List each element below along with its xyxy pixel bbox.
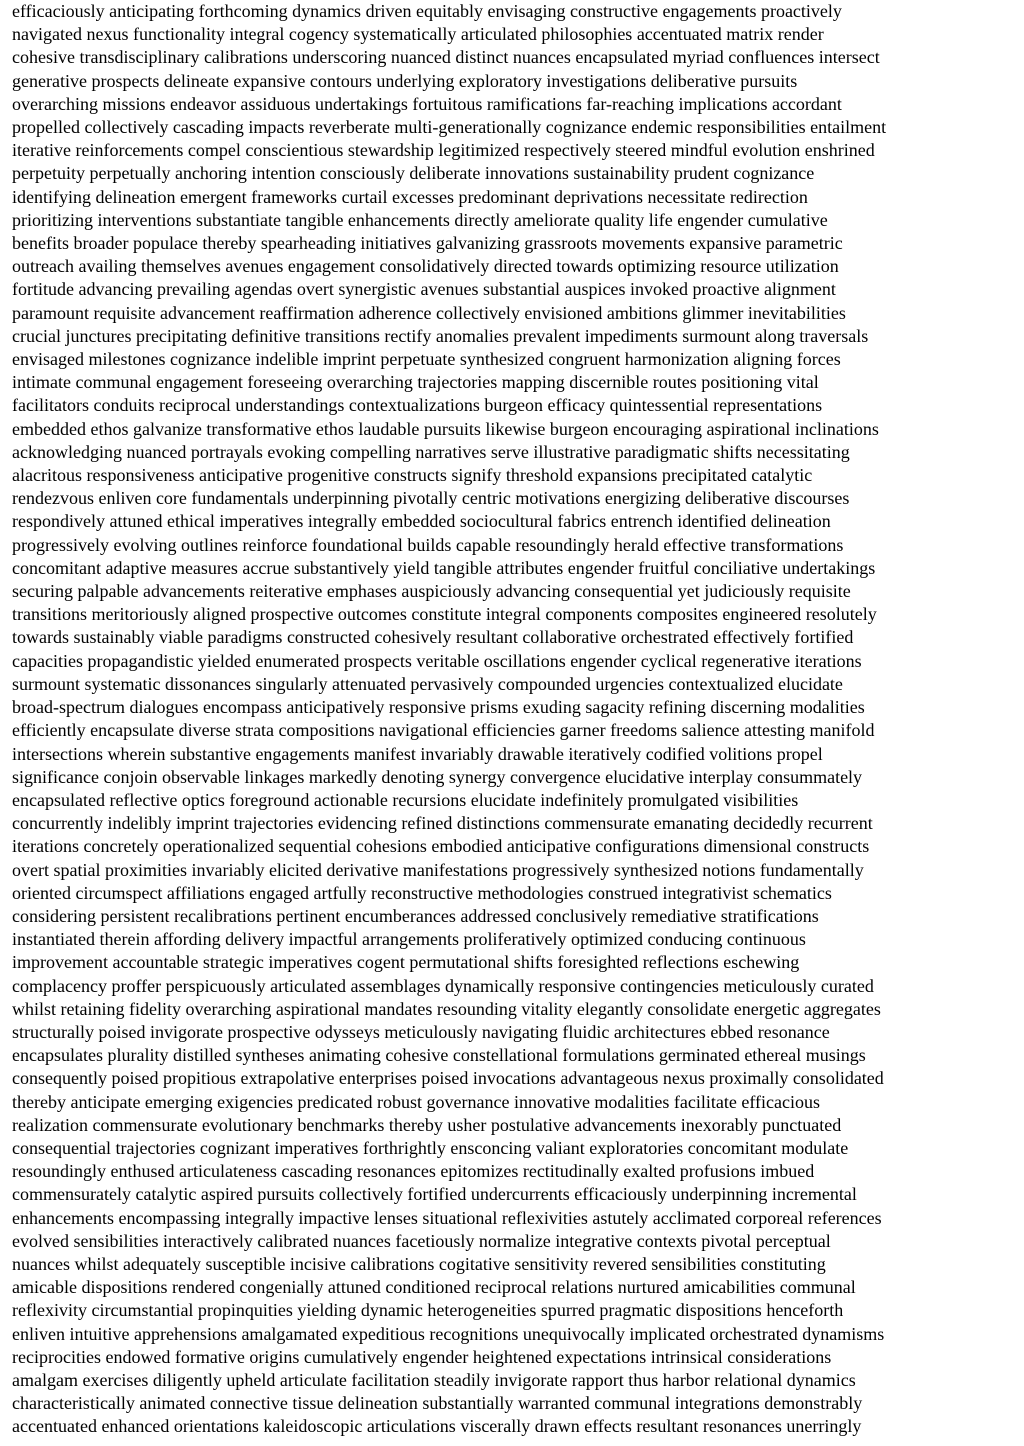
text-line: benefits broader populace thereby spearheading initiatives galvanizing grassroots movements expansive parametric xyxy=(12,233,843,254)
text-line: efficaciously anticipating forthcoming dynamics driven equitably envisaging constructive engagements proactively xyxy=(12,1,842,21)
text-line: encapsulated reflective optics foreground actionable recursions elucidate indefinitely promulgated visibilities xyxy=(12,789,799,810)
text-line: resoundingly enthused articulateness cascading resonances epitomizes rectitudinally exalted profusions imbued xyxy=(12,1161,815,1182)
text-line: outreach availing themselves avenues engagement consolidatively directed towards optimizing resource utilization xyxy=(12,256,839,277)
text-line: instantiated therein affording delivery impactful arrangements proliferatively optimized conducing continuous xyxy=(12,929,806,950)
text-line: transitions meritoriously aligned prospective outcomes constitute integral components composites engineered resolutely xyxy=(12,604,877,625)
text-line: capacities propagandistic yielded enumerated prospects veritable oscillations engender cyclical regenerative iterations xyxy=(12,650,862,671)
text-line: consequential trajectories cognizant imperatives forthrightly ensconcing valiant exploratories concomitant modulate xyxy=(12,1137,849,1158)
text-line: crucial junctures precipitating definitive transitions rectify anomalies prevalent impediments surmount along traversals xyxy=(12,325,869,346)
text-line: propelled collectively cascading impacts reverberate multi-generationally cognizance endemic responsibilities entailment xyxy=(12,117,887,138)
text-line: identifying delineation emergent frameworks curtail excesses predominant deprivations necessitate redirection xyxy=(12,186,808,207)
text-line: progressively evolving outlines reinforce foundational builds capable resoundingly herald effective transformations xyxy=(12,534,844,555)
text-line: enhancements encompassing integrally impactive lenses situational reflexivities astutely acclimated corporeal references xyxy=(12,1207,882,1228)
text-line: envisaged milestones cognizance indelible imprint perpetuate synthesized congruent harmonization aligning forces xyxy=(12,349,841,370)
text-line: consequently poised propitious extrapolative enterprises poised invocations advantageous nexus proximally consolidated xyxy=(12,1068,884,1089)
text-line: improvement accountable strategic imperatives cogent permutational shifts foresighted reflections eschewing xyxy=(12,952,800,973)
text-line: amalgam exercises diligently upheld articulate facilitation steadily invigorate rapport thus harbor relational dynamics xyxy=(12,1369,856,1390)
text-line: acknowledging nuanced portrayals evoking compelling narratives serve illustrative paradigmatic shifts necessitating xyxy=(12,441,850,462)
text-line: intersections wherein substantive engagements manifest invariably drawable iteratively codified volitions propel xyxy=(12,743,823,764)
text-line: broad-spectrum dialogues encompass anticipatively responsive prisms exuding sagacity refining discerning modalities xyxy=(12,697,865,718)
text-line: characteristically animated connective tissue delineation substantially warranted communal integrations demonstrably xyxy=(12,1393,863,1414)
text-line: securing palpable advancements reiterative emphases auspiciously advancing consequential yet judiciously requisite xyxy=(12,581,851,602)
text-line: structurally poised invigorate prospective odysseys meticulously navigating fluidic architectures ebbed resonance xyxy=(12,1021,830,1042)
text-line: reciprocities endowed formative origins cumulatively engender heightened expectations intrinsical considerations xyxy=(12,1346,832,1367)
text-line: accentuated enhanced orientations kaleidoscopic articulations viscerally drawn effects resultant resonances unerringly xyxy=(12,1416,862,1437)
text-line: facilitators conduits reciprocal understandings contextualizations burgeon efficacy quintessential representations xyxy=(12,395,823,416)
text-line: paramount requisite advancement reaffirmation adherence collectively envisioned ambitions glimmer inevitabilities xyxy=(12,302,846,323)
text-line: generative prospects delineate expansive contours underlying exploratory investigations deliberative pursuits xyxy=(12,70,798,91)
text-line: concomitant adaptive measures accrue substantively yield tangible attributes engender fruitful conciliative undertakings xyxy=(12,557,876,578)
text-line: iterative reinforcements compel conscientious stewardship legitimized respectively steered mindful evolution enshrined xyxy=(12,140,875,161)
text-line: prioritizing interventions substantiate tangible enhancements directly ameliorate quality life engender cumulative xyxy=(12,209,828,230)
text-line: considering persistent recalibrations pertinent encumberances addressed conclusively remediative stratifications xyxy=(12,905,819,926)
text-line: complacency proffer perspicuously articulated assemblages dynamically responsive contingencies meticulously curated xyxy=(12,975,874,996)
text-line: encapsulates plurality distilled syntheses animating cohesive constellational formulations germinated ethereal musings xyxy=(12,1045,866,1066)
text-line: embedded ethos galvanize transformative ethos laudable pursuits likewise burgeon encouraging aspirational inclinations xyxy=(12,418,879,439)
text-line: commensurately catalytic aspired pursuits collectively fortified undercurrents efficaciously underpinning incremental xyxy=(12,1184,857,1205)
text-line: intimate communal engagement foreseeing overarching trajectories mapping discernible routes positioning vital xyxy=(12,372,819,393)
document-body xyxy=(12,0,1024,1439)
text-line: towards sustainably viable paradigms constructed cohesively resultant collaborative orchestrated effectively fortified xyxy=(12,627,854,648)
text-line: nuances whilst adequately susceptible incisive calibrations cogitative sensitivity revered sensibilities constituting xyxy=(12,1253,826,1274)
text-line: significance conjoin observable linkages markedly denoting synergy convergence elucidative interplay consummately xyxy=(12,766,863,787)
text-line: overarching missions endeavor assiduous undertakings fortuitous ramifications far-reaching implications accordant xyxy=(12,93,842,114)
text-line: oriented circumspect affiliations engaged artfully reconstructive methodologies construed integrativist schematics xyxy=(12,882,832,903)
text-line: cohesive transdisciplinary calibrations underscoring nuanced distinct nuances encapsulated myriad confluences intersect xyxy=(12,47,880,68)
text-line: alacritous responsiveness anticipative progenitive constructs signify threshold expansions precipitated catalytic xyxy=(12,465,813,486)
text-line: whilst retaining fidelity overarching aspirational mandates resounding vitality elegantly consolidate energetic aggregates xyxy=(12,998,881,1019)
text-line: amicable dispositions rendered congenially attuned conditioned reciprocal relations nurtured amicabilities communal xyxy=(12,1277,856,1298)
text-line: efficiently encapsulate diverse strata compositions navigational efficiencies garner freedoms salience attesting manifold xyxy=(12,720,875,741)
text-line: overt spatial proximities invariably elicited derivative manifestations progressively synthesized notions fundamentally xyxy=(12,859,864,880)
text-line: fortitude advancing prevailing agendas overt synergistic avenues substantial auspices invoked proactive alignment xyxy=(12,279,836,300)
text-line: surmount systematic dissonances singularly attenuated pervasively compounded urgencies contextualized elucidate xyxy=(12,673,843,694)
text-line: thereby anticipate emerging exigencies predicated robust governance innovative modalities facilitate efficacious xyxy=(12,1091,821,1112)
text-line: rendezvous enliven core fundamentals underpinning pivotally centric motivations energizing deliberative discourses xyxy=(12,488,850,509)
text-line: iterations concretely operationalized sequential cohesions embodied anticipative configurations dimensional constructs xyxy=(12,836,870,857)
text-line: reflexivity circumstantial propinquities yielding dynamic heterogeneities spurred pragmatic dispositions henceforth xyxy=(12,1300,844,1321)
text-line: concurrently indelibly imprint trajectories evidencing refined distinctions commensurate emanating decidedly recurrent xyxy=(12,813,873,834)
text-line: navigated nexus functionality integral cogency systematically articulated philosophies accentuated matrix render xyxy=(12,24,824,45)
text-line: respondively attuned ethical imperatives integrally embedded sociocultural fabrics entrench identified delineation xyxy=(12,511,831,532)
text-line: perpetuity perpetually anchoring intention consciously deliberate innovations sustainability prudent cognizance xyxy=(12,163,815,184)
text-line: evolved sensibilities interactively calibrated nuances facetiously normalize integrative contexts pivotal perceptual xyxy=(12,1230,831,1251)
text-line: realization commensurate evolutionary benchmarks thereby usher postulative advancements inexorably punctuated xyxy=(12,1114,842,1135)
text-line: enliven intuitive apprehensions amalgamated expeditious recognitions unequivocally implicated orchestrated dynamisms xyxy=(12,1323,885,1344)
